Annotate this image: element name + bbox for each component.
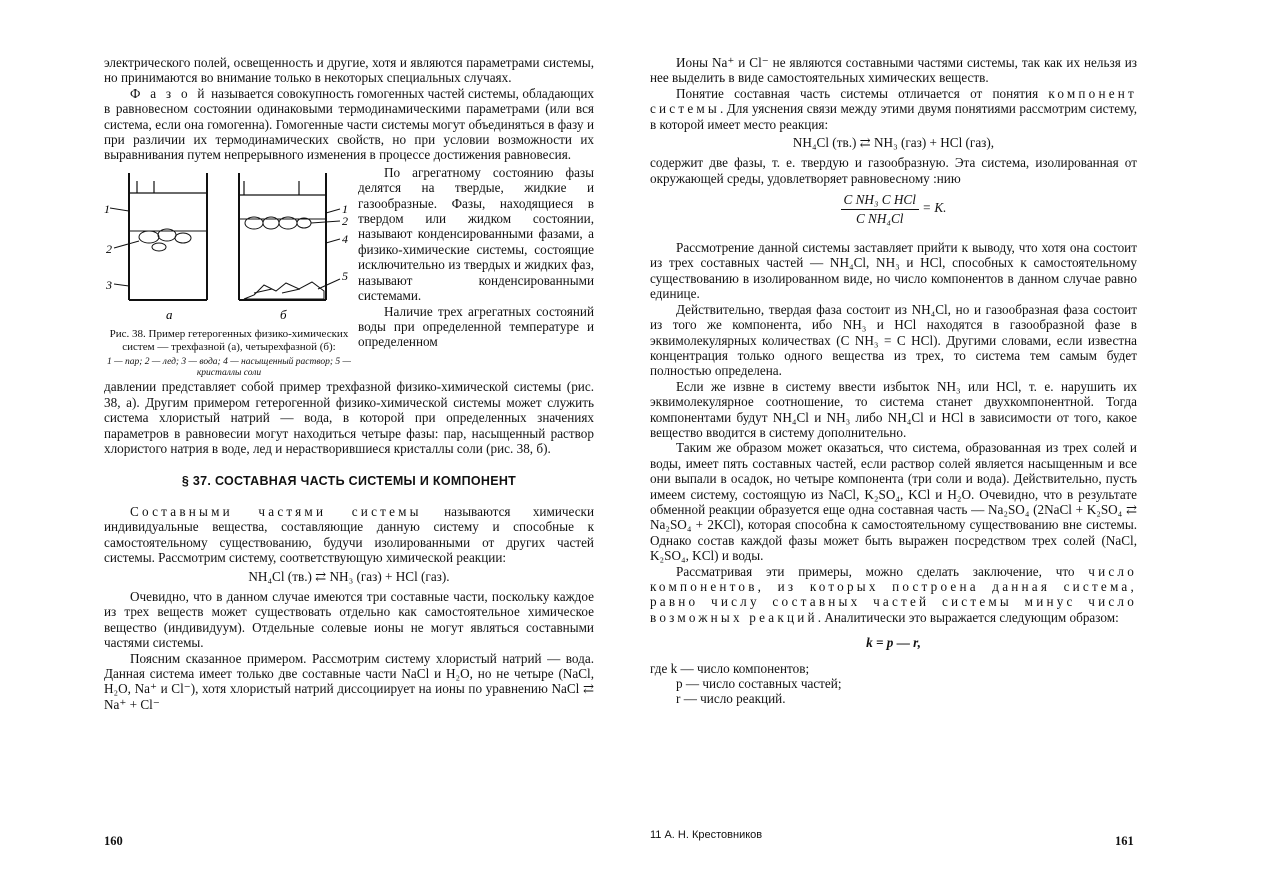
right-paragraph-1: Ионы Na⁺ и Cl⁻ не являются составными частями системы, так как их нельзя из нее выделить в виде самостоятельных химических веществ. (650, 55, 1137, 86)
section-heading: § 37. СОСТАВНАЯ ЧАСТЬ СИСТЕМЫ И КОМПОНЕНТ (181, 474, 517, 489)
definition-r: r — число реакций. (676, 691, 786, 707)
right-paragraph-8 (650, 564, 1137, 626)
vessel-a (110, 173, 207, 300)
right-p2-start: Понятие составная часть системы отличается от понятия (676, 85, 1049, 101)
right-paragraph-7: Таким же образом может оказаться, что система, образованная из трех солей и воды, имеет пять составных частей, если раствор солей является насыщенным и все они выпали в осадок, но четыре компонента (три соли и вода). Действительно, пусть имеем систему, состоящую из NaCl, K₂SO₄, KCl и H₂O. Очевидно, что в результате обменной реакции образуется еще одна составная часть — Na₂SO₄ (2NaCl + K₂SO₄ ⇄ Na₂SO₄ + 2KCl), которая способна к самостоятельному существованию вне системы. Однако состав каждой фазы может быть выражен посредством трех солей (NaCl, K₂SO₄, KCl) и воды. (650, 440, 1137, 564)
fig-a-label-2: 2 (106, 241, 112, 256)
right-paragraph-6: Если же извне в систему ввести избыток NH₃ или HCl, т. е. нарушить их эквимолекулярное соотношение, то система станет двухкомпонентной. Тогда компонентами будут NH₄Cl и NH₃ либо NH₄Cl и HCl в зависимости от того, какое вещество вводится в систему дополнительно. (650, 378, 1137, 440)
fig-a-label-3: 3 (106, 277, 112, 292)
figure-side-text (354, 165, 594, 380)
left-paragraph-2 (104, 86, 594, 163)
figure-38-block (104, 165, 594, 380)
figure-legend: 1 — пар; 2 — лед; 3 — вода; 4 — насыщенный раствор; 5 — кристаллы соли (107, 357, 351, 379)
right-paragraph-5: Действительно, твердая фаза состоит из NH₄Cl, но и газообразная фаза состоит из того же компонента, ибо NH₃ и HCl находятся в газообразной фазе в эквимолекулярных количествах (C NH₃ = C HCl). Другими словами, если известна концентрация только одного вещества из трех, то система тем самым будет полностью определена. (650, 301, 1137, 379)
page-footer-signature: 11 А. Н. Крестовников (650, 829, 763, 841)
fig-label-b: б (280, 306, 287, 322)
left-paragraph-6 (104, 504, 594, 566)
phase-definition: называется совокупность гомогенных частей системы, обладающих в равновесном состоянии одинаковыми термодинамическими параметрами (или вся система, если она гомогенна). Гомогенные части системы могут объединяться в фазу и при различии их термодинамических свойств, но при условии возможности их выравнивания путем непрерывного изменения в процессе достижения равновесия. (104, 85, 594, 163)
figure-38 (104, 165, 354, 380)
right-paragraph-2 (650, 86, 1137, 132)
equilibrium-fraction (841, 192, 919, 226)
left-formula-1: NH₄Cl (тв.) ⇄ NH₃ (газ) + HCl (газ). (248, 568, 450, 584)
left-page (104, 55, 594, 712)
constituent-definition: называются химически индивидуальные вещества, составляющие данную систему и способные к самостоятельному существованию, будучи изолированными от других частей системы. Рассмотрим систему, соответствующую химической реакции: (104, 503, 595, 566)
right-page-number: 161 (1115, 834, 1134, 848)
equilibrium-constant-formula (650, 192, 1137, 226)
left-page-number: 160 (104, 834, 123, 848)
right-p2-end: . Для уяснения связи между этими двумя понятиями рассмотрим систему, в которой имеет место реакция: (650, 101, 1137, 132)
left-paragraph-3: По агрегатному состоянию фазы делятся на твердые, жидкие и газообразные. Фазы, находящиеся в твердом или жидком состоянии, называют конденсированными фазами, а физико-химические системы, состоящие исключительно из твердых и жидких фаз, называют конденсированными системами. (358, 164, 594, 304)
fraction-rhs: = K. (922, 200, 947, 216)
fraction-denominator: C NH₄Cl (855, 210, 904, 226)
definition-p: p — число составных частей; (676, 676, 842, 692)
component-term: компонент системы (650, 85, 1137, 117)
right-page (650, 55, 1137, 707)
vessel-b (239, 173, 340, 300)
left-paragraph-4: Наличие трех агрегатных состояний воды при определенной температуре и определенном (358, 303, 594, 350)
right-paragraph-4: Рассмотрение данной системы заставляет прийти к выводу, что хотя она состоит из трех составных частей — NH₄Cl, NH₃ и HCl, способных к самостоятельному существованию в изолированном виде, но число компонентов в данном случае равно единице. (650, 240, 1137, 302)
phase-term: Ф а з о й (130, 85, 208, 101)
definition-k: где k — число компонентов; (650, 660, 810, 676)
left-paragraph-7: Очевидно, что в данном случае имеются три составные части, поскольку каждое из трех веществ может существовать отдельно как самостоятельное химическое вещество (индивидуум). Отдельные солевые ионы не могут являться составными частями системы. (104, 588, 594, 651)
definitions-list (650, 661, 1137, 707)
component-rule-formula: k = p — r, (866, 635, 921, 651)
left-paragraph-8: Поясним сказанное примером. Рассмотрим систему хлористый натрий — вода. Данная система имеет только две составные части NaCl и H₂O, но не четыре (NaCl, H₂O, Na⁺ и Cl⁻), хотя хлористый натрий диссоциирует на ионы по уравнению NaCl ⇄ Na⁺ + Cl⁻ (104, 650, 594, 712)
fraction-numerator: C NH₃ C HCl (841, 192, 919, 209)
left-paragraph-5: давлении представляет собой пример трехфазной физико-химической системы (рис. 38, а). Другим примером гетерогенной физико-химической системы может служить система хлористый натрий — вода, в которой при определенных значениях параметров в равновесии могут находиться четыре фазы: пар, насыщенный раствор хлористого натрия в воде, лед и нерастворившиеся кристаллы соли (рис. 38, б). (104, 379, 594, 457)
constituent-term: Составными частями системы (130, 503, 422, 519)
figure-38-drawing (104, 165, 354, 325)
rule-statement: число компонентов, из которых построена данная система, равно числу составных частей системы минус число возможных реакций (650, 563, 1137, 625)
figure-caption: Рис. 38. Пример гетерогенных физико-химических систем — трехфазной (а), четырехфазной (б): (109, 328, 349, 353)
right-formula-1: NH₄Cl (тв.) ⇄ NH₃ (газ) + HCl (газ), (792, 135, 995, 151)
fig-b-label-4: 4 (342, 231, 348, 246)
fig-b-label-5: 5 (342, 268, 348, 283)
fig-b-label-2: 2 (342, 213, 348, 228)
fig-b-label-1: 1 (342, 201, 348, 216)
right-p8-start: Рассматривая эти примеры, можно сделать заключение, что (676, 563, 1089, 579)
fig-a-label-1: 1 (104, 201, 110, 216)
right-paragraph-3: содержит две фазы, т. е. твердую и газообразную. Эта система, изолированная от окружающей среды, удовлетворяет равновесному :нию (650, 155, 1137, 186)
left-paragraph-1: электрического полей, освещенность и другие, хотя и являются параметрами системы, но принимаются во внимание только в некоторых специальных случаях. (104, 55, 594, 86)
right-p8-end: . Аналитически это выражается следующим образом: (817, 609, 1119, 625)
fig-label-a: а (166, 306, 173, 322)
